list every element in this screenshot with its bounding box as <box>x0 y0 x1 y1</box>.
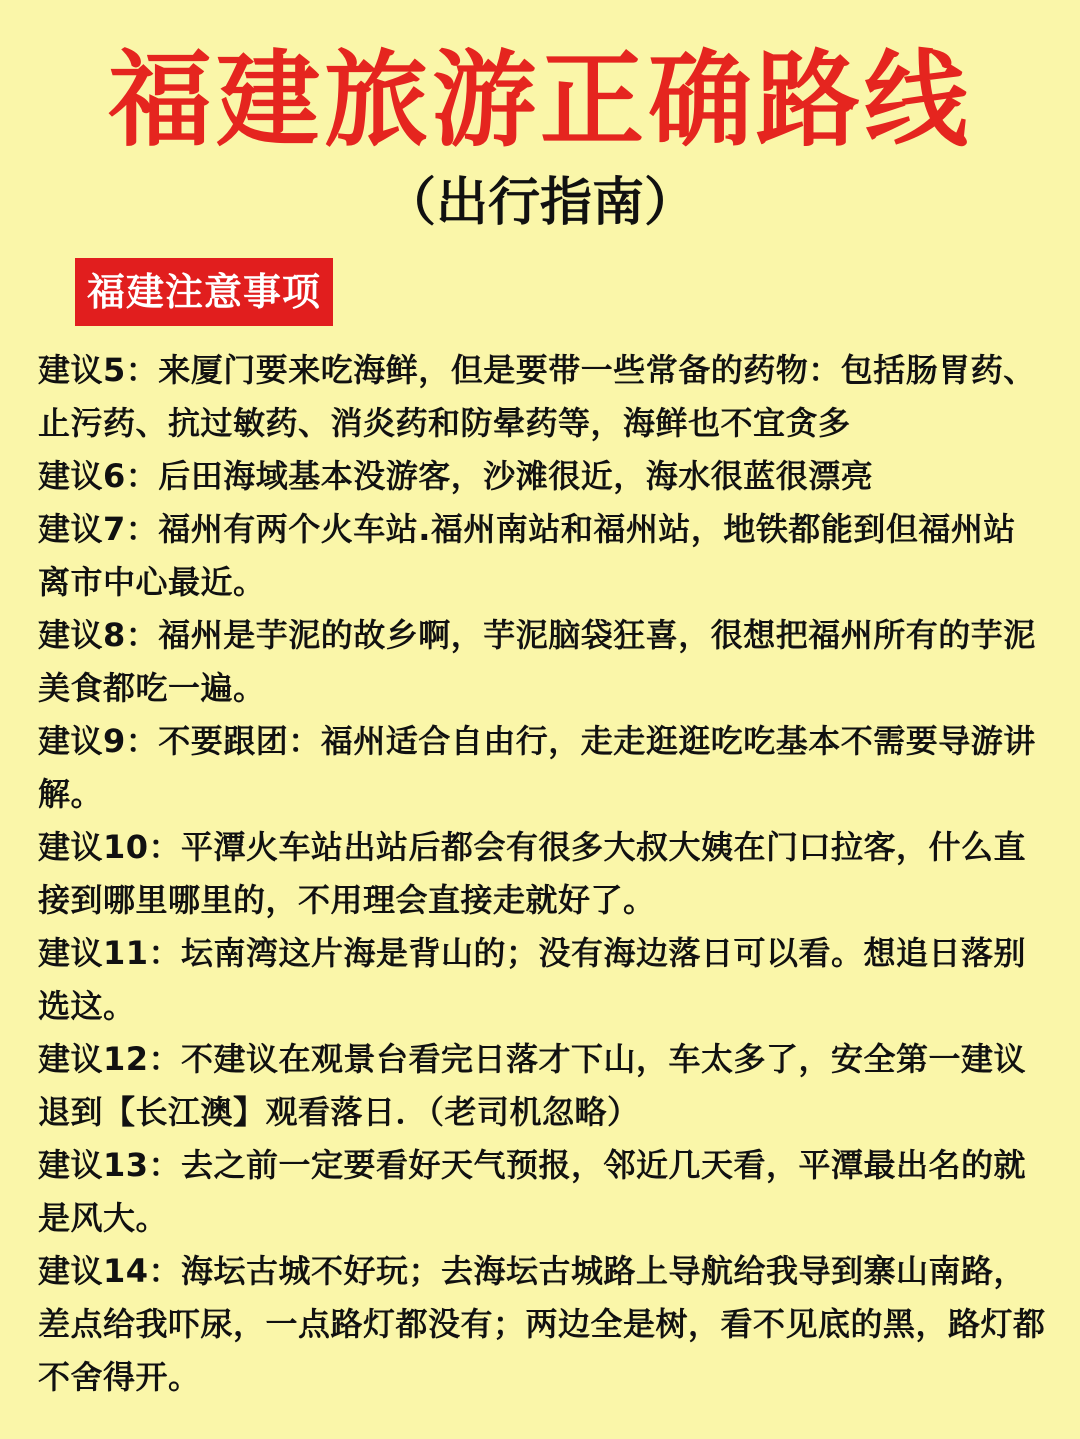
tip-item: 建议8：福州是芋泥的故乡啊，芋泥脑袋狂喜，很想把福州所有的芋泥美食都吃一遍。 <box>38 616 1036 707</box>
tip-item: 建议6：后田海域基本没游客，沙滩很近，海水很蓝很漂亮 <box>38 457 874 495</box>
page-subtitle: （出行指南） <box>383 173 696 233</box>
tip-item: 建议7：福州有两个火车站.福州南站和福州站，地铁都能到但福州站离市中心最近。 <box>38 510 1016 601</box>
tip-item: 建议5：来厦门要来吃海鲜，但是要带一些常备的药物：包括肠胃药、止污药、抗过敏药、消炎药和防晕药等，海鲜也不宜贪多 <box>38 351 1036 442</box>
page-title: 福建旅游正确路线 <box>107 39 972 161</box>
tip-item: 建议13：去之前一定要看好天气预报，邻近几天看，平潭最出名的就是风大。 <box>38 1146 1027 1237</box>
section-badge: 福建注意事项 <box>75 258 333 326</box>
tips-list <box>38 344 1048 1404</box>
tip-item: 建议12：不建议在观景台看完日落才下山，车太多了，安全第一建议退到【长江澳】观看落日．（老司机忽略） <box>38 1040 1027 1131</box>
tip-item: 建议9：不要跟团：福州适合自由行，走走逛逛吃吃基本不需要导游讲解。 <box>38 722 1036 813</box>
tip-item: 建议10：平潭火车站出站后都会有很多大叔大姨在门口拉客，什么直接到哪里哪里的，不用理会直接走就好了。 <box>38 828 1027 919</box>
tip-item: 建议11：坛南湾这片海是背山的；没有海边落日可以看。想追日落别选这。 <box>38 934 1027 1025</box>
tip-item: 建议14：海坛古城不好玩；去海坛古城路上导航给我导到寨山南路，差点给我吓尿，一点路灯都没有；两边全是树，看不见底的黑，路灯都不舍得开。 <box>38 1252 1046 1396</box>
